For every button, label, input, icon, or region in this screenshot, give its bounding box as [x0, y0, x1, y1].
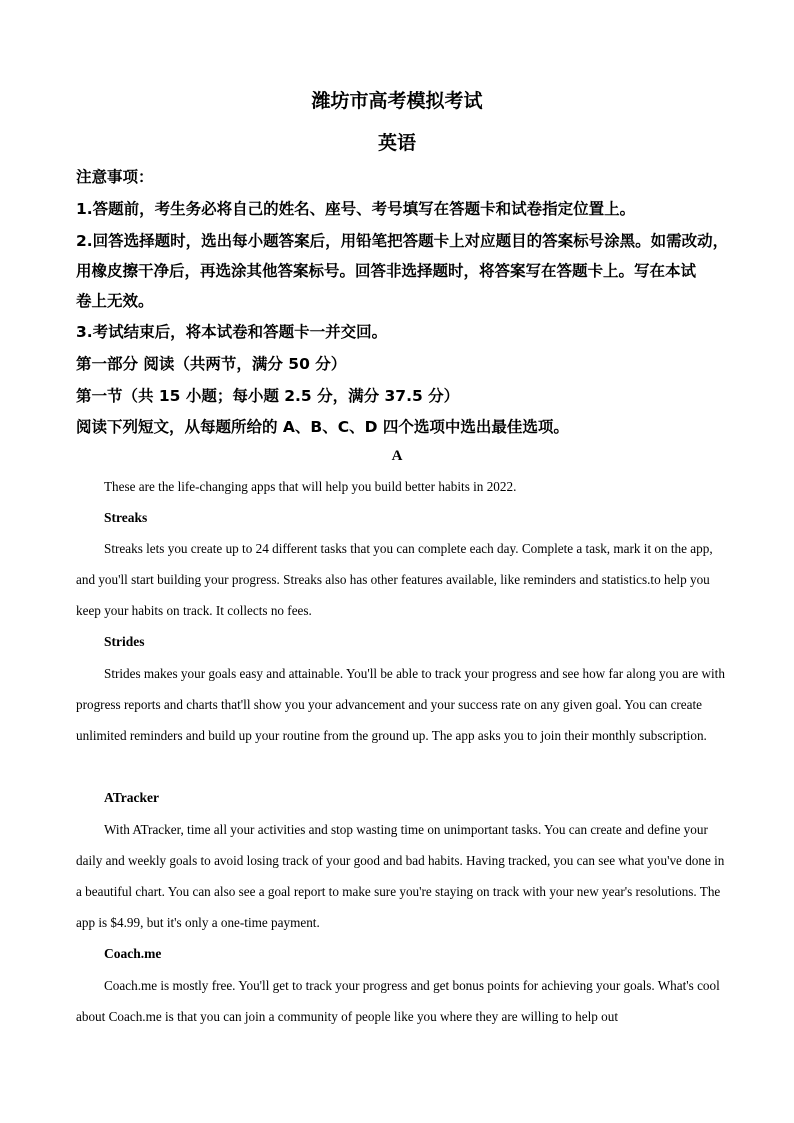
exam-title: 潍坊市高考模拟考试 — [311, 90, 483, 112]
strides-heading: Strides — [104, 634, 145, 649]
notice-heading: 注意事项： — [76, 168, 154, 186]
part1-heading: 第一部分 阅读（共两节，满分 50 分） — [76, 355, 347, 373]
streaks-paragraph: Streaks lets you create up to 24 different tasks that you can complete each day. Complete a task, mark it on the app, and you'll start building your progress. Streaks also has other features available, like reminders and statistics.to help you keep your habits on track. It collects no fees. — [76, 541, 713, 618]
coach-heading: Coach.me — [104, 946, 162, 961]
section1-heading: 第一节（共 15 小题；每小题 2.5 分，满分 37.5 分） — [76, 387, 460, 405]
notice-item-2-line-3: 卷上无效。 — [76, 292, 154, 310]
subject-title: 英语 — [377, 132, 416, 154]
atracker-heading: ATracker — [104, 790, 159, 805]
notice-item-3: 3.考试结束后，将本试卷和答题卡一并交回。 — [76, 323, 388, 341]
strides-paragraph: Strides makes your goals easy and attainable. You'll be able to track your progress and see how far along you are with progress reports and charts that'll show you your advancement and your success rate on any given goal. You can create unlimited reminders and build up your routine from the ground up. The app asks you to join their monthly subscription. — [76, 666, 725, 743]
atracker-paragraph: With ATracker, time all your activities and stop wasting time on unimportant tasks. You can create and define your daily and weekly goals to avoid losing track of your good and bad habits. Having tracked, you can see what you've done in a beautiful chart. You can also see a goal report to make sure you're staying on track with your new year's resolutions. The app is $4.99, but it's only a one-time payment. — [76, 822, 725, 930]
passage-label: A — [391, 448, 403, 464]
notice-item-2-line-2: 用橡皮擦干净后，再选涂其他答案标号。回答非选择题时，将答案写在答题卡上。写在本试 — [76, 262, 697, 280]
notice-item-1: 1.答题前，考生务必将自己的姓名、座号、考号填写在答题卡和试卷指定位置上。 — [76, 200, 636, 218]
reading-instruction: 阅读下列短文，从每题所给的 A、B、C、D 四个选项中选出最佳选项。 — [76, 418, 569, 436]
streaks-heading: Streaks — [104, 510, 148, 525]
passage-intro: These are the life-changing apps that will help you build better habits in 2022. — [104, 479, 517, 494]
coach-paragraph: Coach.me is mostly free. You'll get to track your progress and get bonus points for achieving your goals. What's cool about Coach.me is that you can join a community of people like you where they are willing to help out — [76, 978, 720, 1024]
notice-item-2-line-1: 2.回答选择题时，选出每小题答案后，用铅笔把答题卡上对应题目的答案标号涂黑。如需改动， — [76, 232, 729, 250]
